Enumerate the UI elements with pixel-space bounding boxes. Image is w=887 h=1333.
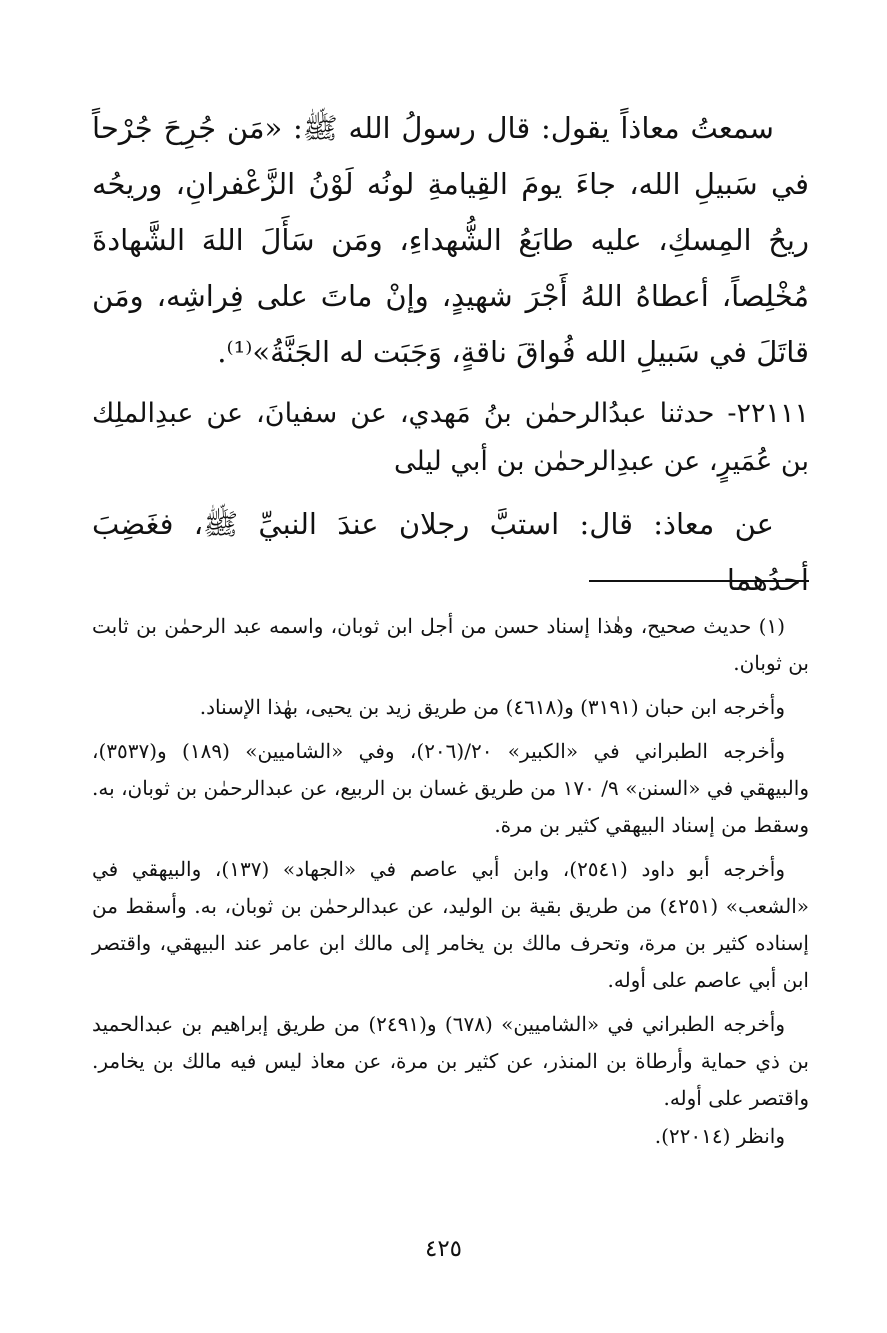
footnote-paragraph: وأخرجه الطبراني في «الكبير» ٢٠/(٢٠٦)، وفي «الشاميين» (١٨٩) و(٣٥٣٧)، والبيهقي في «السنن» ٩/ ١٧٠ من طريق غسان بن الربيع، عن عبدالرحمٰن بن ثوبان، به. وسقط من إسناد البيهقي كثير بن مرة. xyxy=(92,739,809,837)
footnote-paragraph: وأخرجه أبو داود (٢٥٤١)، وابن أبي عاصم في «الجهاد» (١٣٧)، والبيهقي في «الشعب» (٤٢٥١) من طريق بقية بن الوليد، عن عبدالرحمٰن بن ثوبان، به. وأسقط من إسناده كثير بن مرة، وتحرف مالك بن يخامر إلى مالك ابن عامر عند البيهقي، واقتصر ابن أبي عاصم على أوله. xyxy=(92,857,809,992)
page-number: ٤٢٥ xyxy=(424,1236,463,1262)
hadith-text-continuation: عن معاذ: قال: استبَّ رجلان عندَ النبيِّ ﷺ، فغَضِبَ أحدُهما xyxy=(92,507,809,597)
footnote-paragraph: وأخرجه الطبراني في «الشاميين» (٦٧٨) و(٢٤٩١) من طريق إبراهيم بن عبدالحميد بن ذي حماية وأرطاة بن المنذر، عن كثير بن مرة، عن معاذ ليس فيه مالك بن يخامر. واقتصر على أوله. xyxy=(92,1012,809,1110)
hadith-chain: ٢٢١١١- حدثنا عبدُالرحمٰن بنُ مَهدي، عن سفيانَ، عن عبدِالملِك بن عُمَيرٍ، عن عبدِالرحمٰن بن أبي ليلى xyxy=(92,398,809,477)
footnote-divider xyxy=(589,580,809,582)
hadith-text: سمعتُ معاذاً يقول: قال رسولُ الله ﷺ: «مَن جُرِحَ جُرْحاً في سَبيلِ الله، جاءَ يومَ القِيامةِ لونُه لَوْنُ الزَّعْفرانِ، وريحُه ريحُ المِسكِ، عليه طابَعُ الشُّهداءِ، ومَن سَأَلَ اللهَ الشَّهادةَ مُخْلِصاً، أعطاهُ اللهُ أَجْرَ شهيدٍ، وإنْ ماتَ على فِراشِه، ومَن قاتَلَ في سَبيلِ الله فُواقَ ناقةٍ، وَجَبَت له الجَنَّةُ»⁽¹⁾. xyxy=(92,111,809,369)
footnote-paragraph: (١) حديث صحيح، وهٰذا إسناد حسن من أجل ابن ثوبان، واسمه عبد الرحمٰن بن ثابت بن ثوبان. xyxy=(92,614,809,675)
footnotes-block xyxy=(92,608,809,1162)
footnote-paragraph: وأخرجه ابن حبان (٣١٩١) و(٤٦١٨) من طريق زيد بن يحيى، بهٰذا الإسناد. xyxy=(199,695,785,719)
footnote-paragraph: وانظر (٢٢٠١٤). xyxy=(654,1124,785,1148)
main-text-block xyxy=(92,100,809,608)
